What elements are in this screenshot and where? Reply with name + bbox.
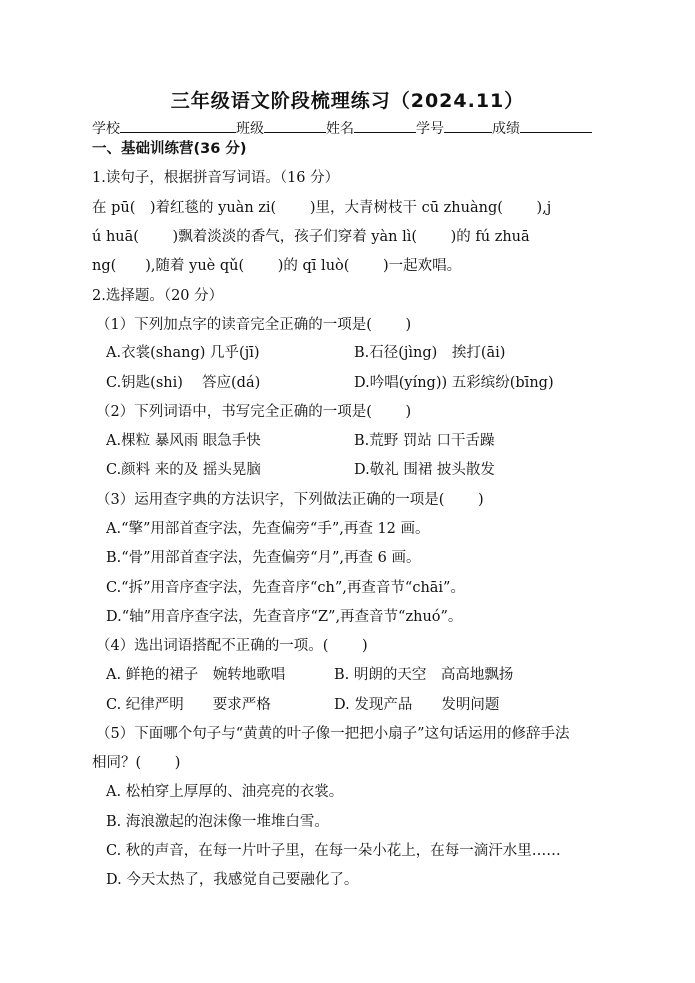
sub-question-stem: （3）运用查字典的方法识字，下列做法正确的一项是( ) [96,492,484,508]
option-a: A. 松柏穿上厚厚的、油亮亮的衣裳。 [106,784,344,800]
student-info-line [92,118,592,138]
option-b: B. 海浪激起的泡沫像一堆堆白雪。 [106,814,329,830]
option-d: D. 今天太热了，我感觉自己要融化了。 [106,872,359,888]
school-field[interactable] [120,118,236,133]
option-b: B.荒野 罚站 口干舌躁 [354,433,495,449]
option-c: C. 纪律严明 要求严格 [106,697,271,713]
option-b: B. 明朗的天空 高高地飘扬 [334,667,514,683]
option-a: A.棵粒 暴风雨 眼急手快 [106,433,261,449]
score-field[interactable] [520,118,592,133]
score-label: 成绩 [492,121,520,137]
option-c: C. 秋的声音，在每一片叶子里，在每一朵小花上，在每一滴汗水里…… [106,843,561,859]
option-a: A. 鲜艳的裙子 婉转地歌唱 [106,667,286,683]
question-text-line: ú huā( )飘着淡淡的香气，孩子们穿着 yàn lì( )的 fú zhuā [92,229,530,245]
question-heading: 2.选择题。（20 分） [92,288,224,304]
page-title: 三年级语文阶段梳理练习（2024.11） [170,90,525,112]
option-d: D.“轴”用音序查字法，先查音序“Z”,再查音节“zhuó”。 [106,609,463,625]
option-b: B.石径(jìng) 挨打(āi) [354,345,506,361]
sub-question-stem: （1）下列加点字的读音完全正确的一项是( ) [96,317,412,333]
sub-question-stem: （5）下面哪个句子与“黄黄的叶子像一把把小扇子”这句话运用的修辞手法 [96,726,570,742]
option-a: A.“擎”用部首查字法，先查偏旁“手”,再查 12 画。 [106,521,430,537]
student-id-label: 学号 [416,121,444,137]
sub-question-stem-continued: 相同？( ) [92,755,181,771]
sub-question-stem: （2）下列词语中，书写完全正确的一项是( ) [96,404,412,420]
option-d: D. 发现产品 发明问题 [334,697,500,713]
class-label: 班级 [236,121,264,137]
student-id-field[interactable] [444,118,492,133]
option-a: A.衣裳(shang) 几乎(jī) [106,345,260,361]
option-c: C.钥匙(shi) 答应(dá) [106,375,261,391]
section-heading: 一、基础训练营(36 分) [92,141,247,157]
option-c: C.颜料 来的及 摇头晃脑 [106,462,261,478]
option-c: C.“拆”用音序查字法，先查音序“ch”,再查音节“chāi”。 [106,580,465,596]
question-heading: 1.读句子，根据拼音写词语。（16 分） [92,170,340,186]
sub-question-stem: （4）选出词语搭配不正确的一项。( ) [96,638,368,654]
question-text-line: ng( ),随着 yuè qǔ( )的 qī luò( )一起欢唱。 [92,258,462,274]
option-d: D.敬礼 围裙 披头散发 [354,462,495,478]
name-label: 姓名 [326,121,354,137]
class-field[interactable] [264,118,326,133]
option-b: B.“骨”用部首查字法，先查偏旁“月”,再查 6 画。 [106,550,421,566]
option-d: D.吟唱(yíng)) 五彩缤纷(bīng) [354,375,554,391]
question-text-line: 在 pū( )着红毯的 yuàn zi( )里，大青树枝干 cū zhuàng( ),j [92,200,552,216]
name-field[interactable] [354,118,416,133]
school-label: 学校 [92,121,120,137]
